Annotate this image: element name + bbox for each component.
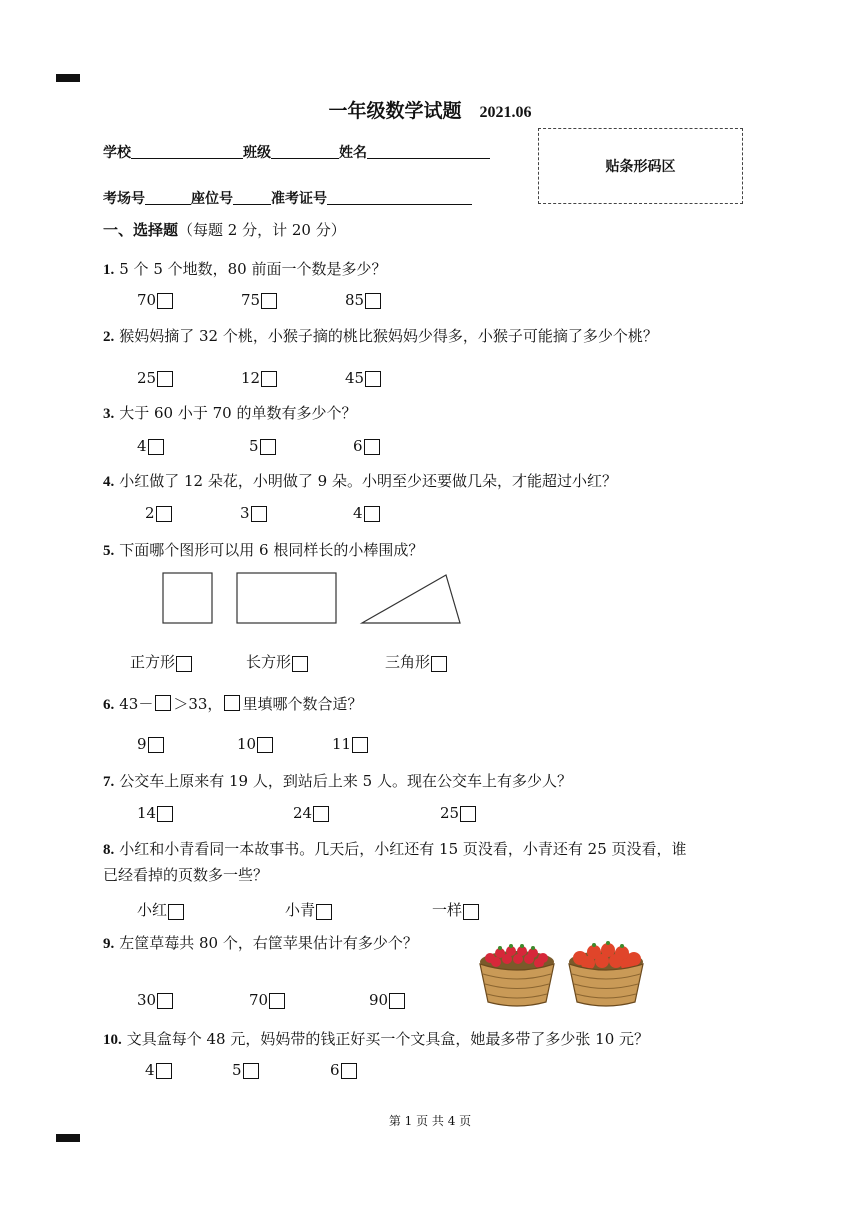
- question-text: 公交车上原来有 19 人，到站后上来 5 人。现在公交车上有多少人？: [119, 772, 572, 790]
- question-6: [103, 693, 362, 714]
- registration-mark-bottom: [56, 1134, 80, 1142]
- school-blank[interactable]: [131, 144, 243, 159]
- answer-checkbox[interactable]: [460, 806, 476, 822]
- answer-checkbox[interactable]: [261, 371, 277, 387]
- answer-checkbox[interactable]: [269, 993, 285, 1009]
- option-8a[interactable]: [137, 899, 184, 920]
- option-6a[interactable]: [137, 735, 164, 753]
- option-label: 25: [440, 804, 460, 822]
- name-blank[interactable]: [367, 144, 490, 159]
- option-4c[interactable]: [353, 504, 380, 522]
- option-label: 3: [240, 504, 250, 522]
- question-number: 10.: [103, 1032, 122, 1048]
- seat-blank[interactable]: [233, 190, 271, 205]
- barcode-area: [538, 128, 743, 204]
- school-label: 学校: [103, 145, 131, 161]
- question-9: [103, 932, 418, 953]
- option-label: 小红: [137, 901, 168, 919]
- question-text: 5 个 5 个地数，80 前面一个数是多少？: [119, 260, 387, 278]
- title-text: 一年级数学试题: [328, 100, 462, 122]
- option-label: 6: [353, 437, 363, 455]
- option-label: 长方形: [246, 653, 292, 671]
- option-4b[interactable]: [240, 504, 267, 522]
- question-text-c: 里填哪个数合适？: [242, 695, 363, 713]
- option-1c[interactable]: [345, 291, 381, 309]
- page-footer: 第 1 页 共 4 页: [388, 1114, 472, 1128]
- option-label: 14: [137, 804, 157, 822]
- question-10: [103, 1028, 649, 1049]
- option-8b[interactable]: [285, 899, 332, 920]
- strawberry-basket-image: [480, 944, 554, 1006]
- info-row-2: [103, 188, 472, 208]
- class-blank[interactable]: [271, 144, 339, 159]
- question-number: 6.: [103, 697, 115, 713]
- option-label: 9: [137, 735, 147, 753]
- question-text: 文具盒每个 48 元，妈妈带的钱正好买一个文具盒，她最多带了多少张 10 元？: [126, 1030, 649, 1048]
- question-text-line2: 已经看掉的页数多一些？: [103, 866, 269, 884]
- question-text-a: 43－: [119, 695, 154, 713]
- option-label: 70: [137, 291, 157, 309]
- option-10a[interactable]: [145, 1061, 172, 1079]
- option-label: 三角形: [385, 653, 431, 671]
- option-8c[interactable]: [432, 899, 479, 920]
- answer-checkbox[interactable]: [316, 904, 332, 920]
- answer-checkbox[interactable]: [157, 993, 173, 1009]
- option-7c[interactable]: [440, 804, 476, 822]
- answer-checkbox[interactable]: [431, 656, 447, 672]
- answer-checkbox[interactable]: [292, 656, 308, 672]
- question-1: [103, 258, 387, 279]
- question-number: 5.: [103, 543, 115, 559]
- answer-checkbox[interactable]: [364, 439, 380, 455]
- class-label: 班级: [243, 145, 271, 161]
- option-label: 2: [145, 504, 155, 522]
- option-10b[interactable]: [232, 1061, 259, 1079]
- section-note: （每题 2 分，计 20 分）: [178, 221, 346, 239]
- option-9c[interactable]: [369, 991, 405, 1009]
- option-label: 30: [137, 991, 157, 1009]
- option-label: 45: [345, 369, 365, 387]
- question-number: 2.: [103, 329, 115, 345]
- answer-checkbox[interactable]: [260, 439, 276, 455]
- question-number: 4.: [103, 474, 115, 490]
- option-label: 5: [232, 1061, 242, 1079]
- triangle-shape: [362, 575, 460, 623]
- question-number: 1.: [103, 262, 115, 278]
- answer-checkbox[interactable]: [156, 506, 172, 522]
- exam-id-label: 准考证号: [271, 191, 327, 207]
- option-1a[interactable]: [137, 291, 173, 309]
- option-label: 85: [345, 291, 365, 309]
- answer-checkbox[interactable]: [157, 293, 173, 309]
- question-text: 猴妈妈摘了 32 个桃，小猴子摘的桃比猴妈妈少得多，小猴子可能摘了多少个桃？: [119, 327, 658, 345]
- option-5a[interactable]: [130, 651, 192, 672]
- option-label: 4: [145, 1061, 155, 1079]
- option-label: 4: [137, 437, 147, 455]
- option-6c[interactable]: [332, 735, 368, 753]
- answer-checkbox[interactable]: [157, 806, 173, 822]
- answer-checkbox[interactable]: [257, 737, 273, 753]
- question-text-line1: 小红和小青看同一本故事书。几天后，小红还有 15 页没看，小青还有 25 页没看，谁: [119, 840, 687, 858]
- question-8-line2: [103, 864, 268, 885]
- answer-checkbox[interactable]: [243, 1063, 259, 1079]
- question-number: 7.: [103, 774, 115, 790]
- option-7a[interactable]: [137, 804, 173, 822]
- answer-checkbox[interactable]: [364, 506, 380, 522]
- option-label: 70: [249, 991, 269, 1009]
- option-5c[interactable]: [385, 651, 447, 672]
- option-10c[interactable]: [330, 1061, 357, 1079]
- option-2a[interactable]: [137, 369, 173, 387]
- question-5: [103, 539, 423, 560]
- answer-checkbox[interactable]: [389, 993, 405, 1009]
- option-2c[interactable]: [345, 369, 381, 387]
- question-text: 左筐草莓共 80 个，右筐苹果估计有多少个？: [119, 934, 418, 952]
- exam-date: 2021.06: [479, 104, 532, 121]
- option-1b[interactable]: [241, 291, 277, 309]
- question-3: [103, 402, 357, 423]
- option-6b[interactable]: [237, 735, 273, 753]
- registration-mark-top: [56, 74, 80, 82]
- option-2b[interactable]: [241, 369, 277, 387]
- answer-checkbox[interactable]: [313, 806, 329, 822]
- answer-checkbox[interactable]: [176, 656, 192, 672]
- question-number: 8.: [103, 842, 115, 858]
- square-shape: [163, 573, 212, 623]
- answer-checkbox[interactable]: [251, 506, 267, 522]
- option-label: 25: [137, 369, 157, 387]
- answer-checkbox[interactable]: [157, 371, 173, 387]
- option-7b[interactable]: [293, 804, 329, 822]
- section-title: 一、选择题: [103, 221, 179, 239]
- inline-answer-box[interactable]: [224, 695, 240, 711]
- question-number: 3.: [103, 406, 115, 422]
- seat-label: 座位号: [191, 191, 233, 207]
- option-label: 24: [293, 804, 313, 822]
- option-3a[interactable]: [137, 437, 164, 455]
- question-text-b: ＞33，: [173, 695, 223, 713]
- answer-checkbox[interactable]: [365, 293, 381, 309]
- answer-checkbox[interactable]: [341, 1063, 357, 1079]
- answer-checkbox[interactable]: [156, 1063, 172, 1079]
- answer-checkbox[interactable]: [148, 439, 164, 455]
- option-label: 一样: [432, 901, 463, 919]
- name-label: 姓名: [339, 145, 367, 161]
- shapes-figure: [150, 565, 480, 631]
- question-number: 9.: [103, 936, 115, 952]
- answer-checkbox[interactable]: [352, 737, 368, 753]
- option-label: 90: [369, 991, 389, 1009]
- question-text: 大于 60 小于 70 的单数有多少个？: [119, 404, 357, 422]
- answer-checkbox[interactable]: [365, 371, 381, 387]
- question-2: [103, 325, 658, 346]
- answer-checkbox[interactable]: [168, 904, 184, 920]
- question-text: 小红做了 12 朵花，小明做了 9 朵。小明至少还要做几朵，才能超过小红？: [119, 472, 617, 490]
- option-3c[interactable]: [353, 437, 380, 455]
- answer-checkbox[interactable]: [261, 293, 277, 309]
- option-label: 5: [249, 437, 259, 455]
- barcode-label: 贴条形码区: [605, 159, 676, 175]
- option-3b[interactable]: [249, 437, 276, 455]
- option-4a[interactable]: [145, 504, 172, 522]
- option-label: 12: [241, 369, 261, 387]
- answer-checkbox[interactable]: [148, 737, 164, 753]
- option-9b[interactable]: [249, 991, 285, 1009]
- option-9a[interactable]: [137, 991, 173, 1009]
- option-label: 10: [237, 735, 257, 753]
- question-7: [103, 770, 572, 791]
- question-4: [103, 470, 617, 491]
- apple-basket-image: [569, 941, 643, 1006]
- page-title: [0, 96, 860, 123]
- info-row-1: [103, 142, 490, 162]
- option-5b[interactable]: [246, 651, 308, 672]
- option-label: 6: [330, 1061, 340, 1079]
- question-text: 下面哪个图形可以用 6 根同样长的小棒围成？: [119, 541, 424, 559]
- option-label: 75: [241, 291, 261, 309]
- rectangle-shape: [237, 573, 336, 623]
- option-label: 小青: [285, 901, 316, 919]
- option-label: 11: [332, 735, 352, 753]
- fruit-baskets-illustration: [476, 938, 646, 1010]
- room-blank[interactable]: [145, 190, 191, 205]
- room-label: 考场号: [103, 191, 145, 207]
- question-8: [103, 838, 687, 859]
- section-heading: [103, 219, 346, 240]
- option-label: 正方形: [130, 653, 176, 671]
- option-label: 4: [353, 504, 363, 522]
- answer-checkbox[interactable]: [463, 904, 479, 920]
- exam-id-blank[interactable]: [327, 190, 472, 205]
- inline-answer-box[interactable]: [155, 695, 171, 711]
